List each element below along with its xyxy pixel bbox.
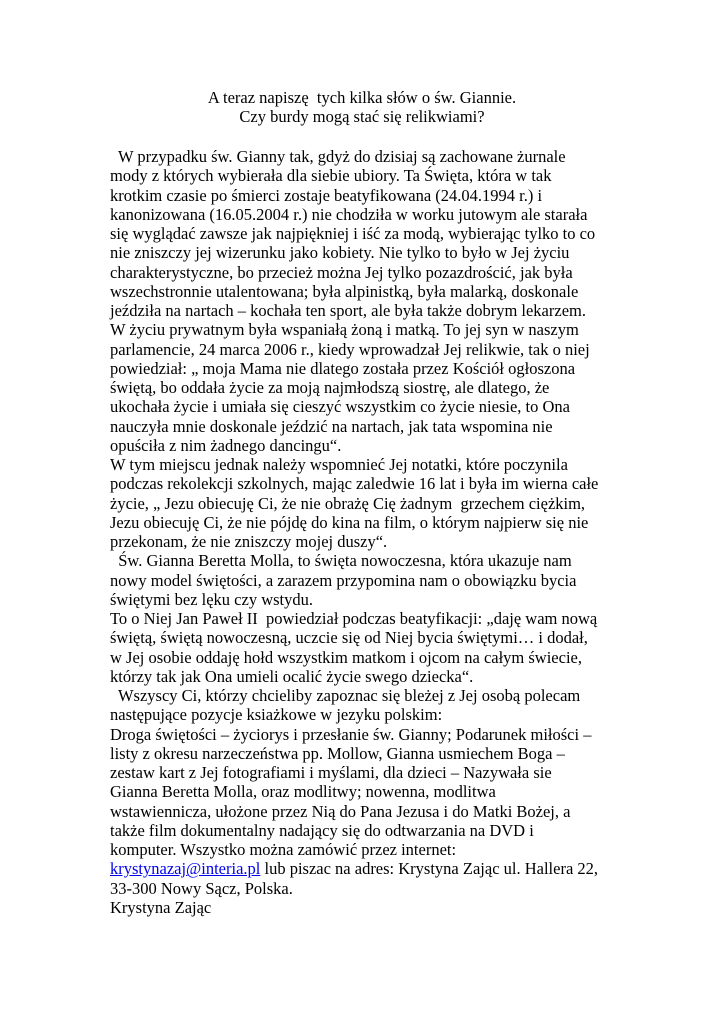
- body-line: komputer. Wszystko można zamówić przez internet:: [110, 840, 457, 859]
- heading-line-2: Czy burdy mogą stać się relikwiami?: [239, 107, 485, 126]
- body-line: To o Niej Jan Paweł II powiedział podczas beatyfikacji: „daję wam nową: [110, 609, 598, 628]
- signature: Krystyna Zając: [110, 897, 212, 917]
- body-line: mody z których wybierała dla siebie ubiory. Ta Święta, która w tak: [110, 166, 552, 186]
- body-line: nauczyła mnie doskonale jeździć na nartach, jak tata wspomina nie: [110, 416, 553, 436]
- body-line: nowy model świętości, a zarazem przypomina nam o obowiązku bycia: [110, 570, 577, 590]
- address-line: 33-300 Nowy Sącz, Polska.: [110, 878, 293, 898]
- body-line: W życiu prywatnym była wspaniałą żoną i matką. To jej syn w naszym: [110, 320, 579, 340]
- document-body: [110, 147, 724, 917]
- body-line: Gianna Beretta Molla, oraz modlitwy; nowenna, modlitwa: [110, 782, 496, 802]
- body-line: świętą, świętą nowoczesną, uczcie się od Niej bycia świętymi… i dodał,: [110, 628, 588, 648]
- body-line: parlamencie, 24 marca 2006 r., kiedy wprowadzał Jej relikwie, tak o niej: [110, 339, 590, 359]
- body-line: Św. Gianna Beretta Molla, to święta nowoczesna, która ukazuje nam: [110, 551, 572, 571]
- body-line: Jezu obiecuję Ci, że nie pójdę do kina na film, o którym najpierw się nie: [110, 512, 589, 532]
- body-line: którzy tak jak Ona umieli ocalić życie swego dziecka“.: [110, 666, 474, 686]
- body-line: jeździła na nartach – kochała ten sport, ale była także dobrym lekarzem.: [110, 301, 586, 320]
- document-heading: [0, 88, 724, 126]
- email-line: [110, 859, 724, 878]
- body-line: następujące pozycje ksiażkowe w jezyku polskim:: [110, 705, 443, 725]
- heading-line-1: A teraz napiszę tych kilka słów o św. Giannie.: [207, 88, 517, 107]
- body-line: Wszyscy Ci, którzy chcieliby zapoznac się bleżej z Jej osobą polecam: [110, 686, 581, 705]
- body-line: nie zniszczy jej wizerunku jako kobiety. Nie tylko to było w Jej życiu: [110, 243, 570, 263]
- body-line: W przypadku św. Gianny tak, gdyż do dzisiaj są zachowane żurnale: [110, 147, 566, 166]
- body-paragraphs: [110, 147, 724, 859]
- body-line: w Jej osobie oddaję hołd wszystkim matkom i ojcom na całym świecie,: [110, 647, 582, 667]
- body-line: podczas rekolekcji szkolnych, mając zaledwie 16 lat i była im wierna całe: [110, 474, 599, 494]
- body-line: Droga świętości – życiorys i przesłanie św. Gianny; Podarunek miłości –: [110, 724, 592, 744]
- email-suffix: lub piszac na adres: Krystyna Zając ul. Hallera 22,: [260, 859, 599, 879]
- body-line: świętymi bez lęku czy wstydu.: [110, 589, 313, 609]
- body-line: się wyglądać zawsze jak najpiękniej i iść za modą, wybierając tylko to co: [110, 224, 596, 243]
- body-line: opuściła z nim żadnego dancingu“.: [110, 435, 342, 455]
- body-line: W tym miejscu jednak należy wspomnieć Jej notatki, które poczynila: [110, 455, 568, 474]
- body-line: zestaw kart z Jej fotografiami i myślami, dla dzieci – Nazywała sie: [110, 763, 552, 782]
- body-line: wszechstronnie utalentowana; była alpinistką, była malarką, doskonale: [110, 281, 579, 301]
- email-link[interactable]: krystynazaj@interia.pl: [110, 859, 261, 879]
- body-line: charakterystyczne, bo przecież można Jej tylko pozazdrościć, jak była: [110, 262, 573, 282]
- body-line: także film dokumentalny nadający się do odtwarzania na DVD i: [110, 820, 534, 840]
- body-line: wstawiennicza, ułożone przez Nią do Pana Jezusa i do Matki Bożej, a: [110, 801, 571, 821]
- body-line: świętą, bo oddała życie za moją najmłodszą siostrę, ale dlatego, że: [110, 378, 550, 397]
- body-line: krotkim czasie po śmierci zostaje beatyfikowana (24.04.1994 r.) i: [110, 185, 543, 205]
- body-line: życie, „ Jezu obiecuję Ci, że nie obrażę Cię żadnym grzechem ciężkim,: [110, 493, 586, 513]
- body-line: ukochała życie i umiała się cieszyć wszystkim co życie niesie, to Ona: [110, 397, 570, 417]
- body-line: przekonam, że nie zniszczy mojej duszy“.: [110, 532, 388, 551]
- body-line: listy z okresu narzeczeństwa pp. Mollow, Gianna usmiechem Boga –: [110, 743, 565, 763]
- body-line: kanonizowana (16.05.2004 r.) nie chodziła w worku jutowym ale starała: [110, 204, 588, 224]
- body-line: powiedział: „ moja Mama nie dlatego została przez Kościół ogłoszona: [110, 358, 576, 378]
